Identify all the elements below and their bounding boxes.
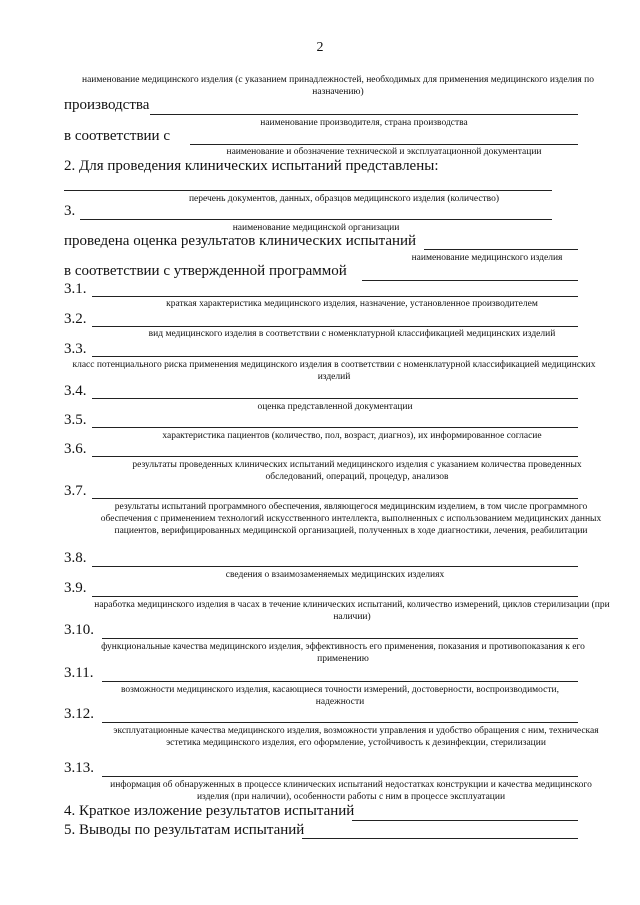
program-label: в соответствии с утвержденной программой <box>64 263 347 279</box>
item-3-2-caption: вид медицинского изделия в соответствии с номенклатурной классификацией медицинских изделий <box>148 329 556 339</box>
item-3-4-num: 3.4. <box>64 383 87 399</box>
item-3-4-caption: оценка представленной документации <box>257 402 413 412</box>
item-3-11-caption: возможности медицинского изделия, касающиеся точности измерений, достоверности, воспроизводимости, надежности <box>120 685 559 707</box>
device-name-caption: наименование медицинского изделия <box>411 253 563 263</box>
item-3-13-caption: информация об обнаруженных в процессе клинических испытаний недостатках конструкции и качества медицинского изделия (при наличии), особенности работы с ним в процессе эксплуатации <box>110 780 592 802</box>
section-2-title: 2. Для проведения клинических испытаний представлены: <box>64 158 439 174</box>
item-3-1-caption: краткая характеристика медицинского изделия, назначение, установленное производителем <box>166 299 538 309</box>
item-3-2-line[interactable] <box>92 326 578 327</box>
item-3-4-line[interactable] <box>92 398 578 399</box>
accordance-label: в соответствии с <box>64 128 170 144</box>
item-3-6-line[interactable] <box>92 456 578 457</box>
item-3-3-line[interactable] <box>92 356 578 357</box>
item-3-7-num: 3.7. <box>64 483 87 499</box>
item-3-8-caption: сведения о взаимозаменяемых медицинских изделиях <box>225 570 445 580</box>
section-5-line[interactable] <box>302 838 578 839</box>
page-number: 2 <box>316 40 324 55</box>
evaluation-label: проведена оценка результатов клинических испытаний <box>64 233 417 249</box>
production-line[interactable] <box>150 114 578 115</box>
item-3-5-line[interactable] <box>92 427 578 428</box>
item-3-13-num: 3.13. <box>64 760 94 776</box>
item-3-2-num: 3.2. <box>64 311 87 327</box>
item-3-12-num: 3.12. <box>64 706 94 722</box>
section-3-label: 3. <box>64 203 76 219</box>
item-3-9-num: 3.9. <box>64 580 87 596</box>
item-3-5-num: 3.5. <box>64 412 87 428</box>
item-3-12-caption: эксплуатационные качества медицинского изделия, возможности управления и удобство обращения с ним, техническая эстетика медицинского изделия, его оформление, устойчивость к дезинфекции, стерилизации <box>113 726 599 748</box>
production-label: производства <box>64 97 150 113</box>
item-3-7-line[interactable] <box>92 498 578 499</box>
item-3-7-caption: результаты испытаний программного обеспечения, являющегося медицинским изделием, в том числе программного обеспечения с применением технологий искусственного интеллекта, выполненных с использованием медицинских данных пациентов, верифицированных медицинской организацией, полученных в ходе диагностики, лечения, реабилитации <box>100 502 602 536</box>
item-3-3-caption: класс потенциального риска применения медицинского изделия в соответствии с номенклатурной классификацией медицинских изделий <box>72 360 596 382</box>
item-3-11-num: 3.11. <box>64 665 94 681</box>
item-3-12-line[interactable] <box>102 722 578 723</box>
item-3-6-caption: результаты проведенных клинических испытаний медицинского изделия с указанием количества проведенных обследований, операций, процедур, анализов <box>132 460 582 482</box>
item-3-3-num: 3.3. <box>64 341 87 357</box>
item-3-10-line[interactable] <box>102 638 578 639</box>
item-3-13-line[interactable] <box>102 776 578 777</box>
documents-line[interactable] <box>64 190 552 191</box>
organization-caption: наименование медицинской организации <box>232 223 400 233</box>
evaluation-line[interactable] <box>424 249 578 250</box>
item-3-1-line[interactable] <box>92 296 578 297</box>
item-3-8-num: 3.8. <box>64 550 87 566</box>
item-3-6-num: 3.6. <box>64 441 87 457</box>
section-4-line[interactable] <box>352 820 578 821</box>
item-3-9-caption: наработка медицинского изделия в часах в течение клинических испытаний, количество измерений, циклов стерилизации (при наличии) <box>94 600 610 622</box>
item-3-10-caption: функциональные качества медицинского изделия, эффективность его применения, показания и противопоказания к его применению <box>101 642 585 664</box>
section-5-label: 5. Выводы по результатам испытаний <box>64 822 305 838</box>
section-4-label: 4. Краткое изложение результатов испытаний <box>64 803 355 819</box>
item-3-1-num: 3.1. <box>64 281 87 297</box>
manufacturer-caption: наименование производителя, страна производства <box>260 118 468 128</box>
item-3-11-line[interactable] <box>102 681 578 682</box>
organization-line[interactable] <box>80 219 552 220</box>
program-line[interactable] <box>362 280 578 281</box>
item-3-9-line[interactable] <box>92 596 578 597</box>
device-caption: наименование медицинского изделия (с указанием принадлежностей, необходимых для применения медицинского изделия по назначению) <box>82 75 594 97</box>
item-3-10-num: 3.10. <box>64 622 94 638</box>
item-3-8-line[interactable] <box>92 566 578 567</box>
documentation-caption: наименование и обозначение технической и эксплуатационной документации <box>226 147 542 157</box>
accordance-line[interactable] <box>190 144 578 145</box>
item-3-5-caption: характеристика пациентов (количество, пол, возраст, диагноз), их информированное согласие <box>162 431 542 441</box>
documents-caption: перечень документов, данных, образцов медицинского изделия (количество) <box>188 194 500 204</box>
